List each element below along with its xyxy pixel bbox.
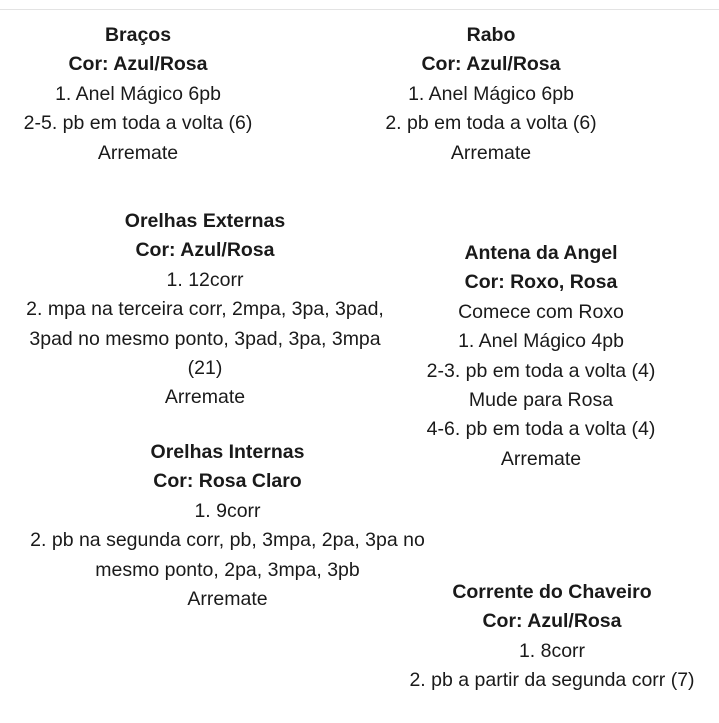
instruction-line: mesmo ponto, 2pa, 3mpa, 3pb [95,558,360,581]
instruction-line: Comece com Roxo [458,300,624,323]
section-bracos [0,21,276,168]
section-rabo [352,21,630,168]
instruction-line: 2-5. pb em toda a volta (6) [23,112,253,135]
instruction-line: 1. Anel Mágico 6pb [55,82,221,105]
instruction-line: 2. pb na segunda corr, pb, 3mpa, 2pa, 3pa no [30,529,425,552]
section-orelhas-externas [0,207,410,413]
instruction-line: Arremate [500,447,582,470]
section-corrente [390,578,714,696]
instruction-line: Arremate [187,588,268,611]
instruction-line: 1. 8corr [518,639,586,662]
section-color: Cor: Azul/Rosa [135,239,275,262]
instruction-line: 2. mpa na terceira corr, 2mpa, 3pa, 3pad, [26,298,384,321]
instruction-line: 3pad no mesmo ponto, 3pad, 3pa, 3mpa [29,327,381,350]
instruction-line: 4-6. pb em toda a volta (4) [426,418,656,441]
section-title: Orelhas Internas [150,441,305,463]
instruction-line: 1. 12corr [166,268,244,291]
section-color: Cor: Roxo, Rosa [464,271,618,294]
section-orelhas-internas [0,438,455,614]
instruction-line: 1. Anel Mágico 4pb [458,330,624,353]
instruction-line: (21) [187,357,223,380]
section-color: Cor: Azul/Rosa [421,53,561,76]
instruction-line: 1. Anel Mágico 6pb [408,82,574,105]
instruction-line: Mude para Rosa [468,389,614,412]
instruction-line: 1. 9corr [194,499,261,522]
instruction-line: 2. pb a partir da segunda corr (7) [409,669,695,692]
section-title: Corrente do Chaveiro [452,581,652,603]
instruction-line: Arremate [164,386,246,409]
section-color: Cor: Rosa Claro [153,470,302,493]
instruction-line: Arremate [450,141,532,164]
section-color: Cor: Azul/Rosa [482,610,622,633]
section-title: Orelhas Externas [124,210,286,232]
section-title: Braços [104,24,172,46]
section-antena [405,239,677,474]
section-title: Antena da Angel [464,242,618,264]
instruction-line: Arremate [97,141,179,164]
instruction-line: 2. pb em toda a volta (6) [385,112,597,135]
section-title: Rabo [466,24,516,46]
section-color: Cor: Azul/Rosa [68,53,208,76]
top-divider [0,9,719,10]
instruction-line: 2-3. pb em toda a volta (4) [426,359,656,382]
